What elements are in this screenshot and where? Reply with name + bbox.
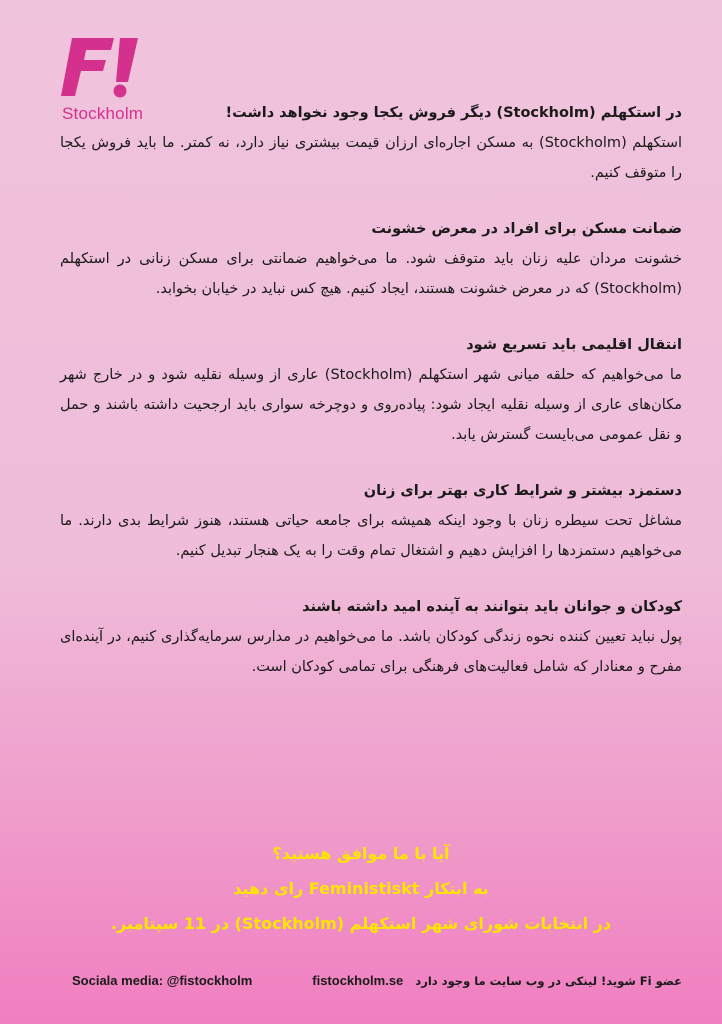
section-title: ضمانت مسکن برای افراد در معرض خشونت <box>371 221 682 237</box>
section-title: انتقال اقلیمی باید تسریع شود <box>466 337 682 353</box>
footer-join <box>312 973 682 988</box>
website-link[interactable]: fistockholm.se <box>312 973 404 988</box>
section-title: کودکان و جوانان باید بتوانند به آینده امید داشته باشند <box>302 599 682 615</box>
section-body: پول نباید تعیین کننده نحوه زندگی کودکان باشد. ما می‌خواهیم در مدارس سرمایه‌گذاری کنیم، در آینده‌ای مفرح و معنادار که شامل فعالیت‌های فرهنگی برای تمامی کودکان است. <box>60 629 682 675</box>
section-housing-sales <box>60 100 682 188</box>
section-title: دستمزد بیشتر و شرایط کاری بهتر برای زنان <box>363 483 682 499</box>
section-title: در استکهلم (Stockholm) دیگر فروش یکجا وجود نخواهد داشت! <box>225 105 682 121</box>
section-housing-guarantee <box>60 216 682 304</box>
section-body: مشاغل تحت سیطره زنان با وجود اینکه همیشه برای جامعه حیاتی هستند، هنوز شرایط بدی دارند. ما می‌خواهیم دستمزدها را افزایش دهیم و اشتغال تمام وقت را به یک هنجار تبدیل کنیم. <box>60 513 682 559</box>
section-body: خشونت مردان علیه زنان باید متوقف شود. ما می‌خواهیم ضمانتی برای مسکن زنانی در استکهلم (Stockholm) که در معرض خشونت هستند، ایجاد کنیم. هیچ کس نباید در خیابان بخوابد. <box>60 251 682 297</box>
section-wages <box>60 478 682 566</box>
logo <box>60 36 150 123</box>
fi-logo-icon <box>60 36 142 98</box>
section-climate <box>60 332 682 450</box>
cta-vote: به ابتکار Feministiskt رای دهید <box>233 879 489 898</box>
section-children <box>60 594 682 682</box>
section-body: ما می‌خواهیم که حلقه میانی شهر استکهلم (Stockholm) عاری از وسیله نقلیه شود و در خارج شهر مکان‌های عاری از وسیله نقلیه ایجاد شود: پیاده‌روی و دوچرخه سواری باید ارجحیت داشته باشند و حمل و نقل عمومی می‌بایست گسترش یابد. <box>60 367 682 443</box>
cta-question: آیا با ما موافق هستید؟ <box>272 844 450 863</box>
social-media-handle: Sociala media: @fistockholm <box>72 973 253 988</box>
main-content <box>60 100 682 710</box>
section-body: استکهلم (Stockholm) به مسکن اجاره‌ای ارزان قیمت بیشتری نیاز دارد، نه کمتر. ما باید فروش یکجا را متوقف کنیم. <box>60 135 682 181</box>
call-to-action <box>40 836 682 941</box>
logo-subtitle: Stockholm <box>62 104 144 123</box>
cta-election: در انتخابات شورای شهر استکهلم (Stockholm) در 11 سپتامبر. <box>110 914 612 933</box>
join-text: عضو Fi شوید! لینکی در وب سایت ما وجود دارد <box>415 974 682 988</box>
